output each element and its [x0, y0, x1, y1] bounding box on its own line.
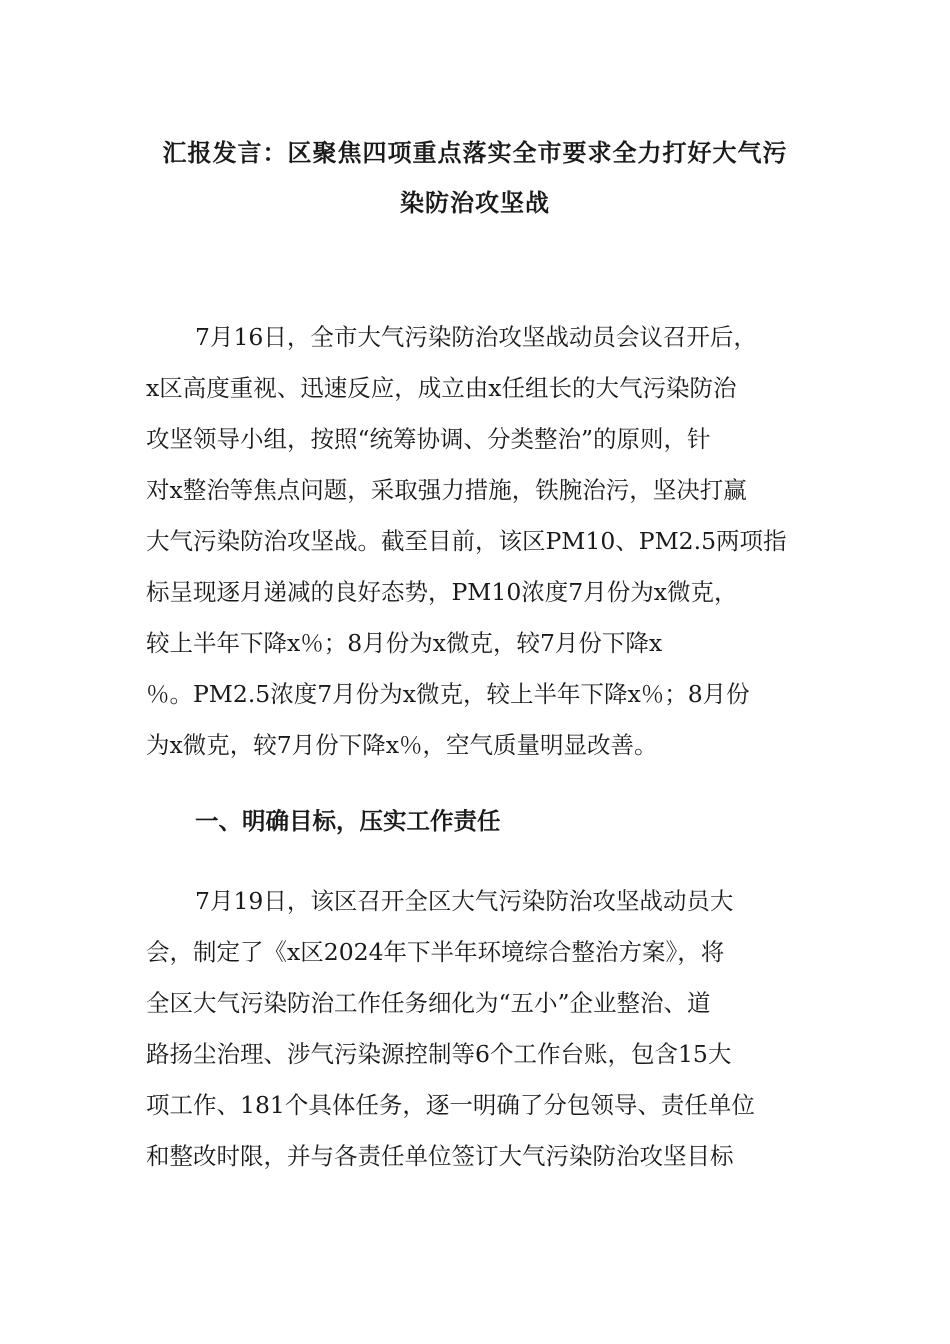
paragraph-line: 和整改时限，并与各责任单位签订大气污染防治攻坚目标: [146, 1142, 734, 1170]
paragraph-line: ％。PM2.5浓度7月份为x微克，较上半年下降x％；8月份: [146, 680, 750, 708]
paragraph-line: 7月16日，全市大气污染防治攻坚战动员会议召开后，: [195, 323, 757, 351]
paragraph-line: 7月19日，该区召开全区大气污染防治攻坚战动员大: [195, 887, 734, 915]
title-line: 染防治攻坚战: [400, 189, 550, 217]
section-heading: 一、明确目标，压实工作责任: [195, 807, 501, 835]
title-line: 汇报发言：区聚焦四项重点落实全市要求全力打好大气污: [162, 139, 788, 167]
intro-paragraph: [146, 312, 810, 771]
section-paragraph: [146, 876, 810, 1182]
paragraph-line: 标呈现逐月递减的良好态势，PM10浓度7月份为x微克，: [146, 578, 738, 606]
paragraph-line: 较上半年下降x％；8月份为x微克，较7月份下降x: [146, 629, 663, 657]
paragraph-line: 路扬尘治理、涉气污染源控制等6个工作台账，包含15大: [146, 1040, 732, 1068]
document-title: [140, 128, 810, 228]
paragraph-line: 攻坚领导小组，按照“统筹协调、分类整治”的原则，针: [146, 425, 711, 453]
paragraph-line: 会，制定了《x区2024年下半年环境综合整治方案》，将: [146, 938, 725, 966]
paragraph-line: 对x整治等焦点问题，采取强力措施，铁腕治污，坚决打赢: [146, 476, 747, 504]
paragraph-line: 为x微克，较7月份下降x％，空气质量明显改善。: [146, 731, 658, 759]
paragraph-line: x区高度重视、迅速反应，成立由x任组长的大气污染防治: [146, 374, 737, 402]
paragraph-line: 大气污染防治攻坚战。截至目前，该区PM10、PM2.5两项指: [146, 527, 787, 555]
paragraph-line: 全区大气污染防治工作任务细化为“五小”企业整治、道: [146, 989, 711, 1017]
paragraph-line: 项工作、181个具体任务，逐一明确了分包领导、责任单位: [146, 1091, 755, 1119]
